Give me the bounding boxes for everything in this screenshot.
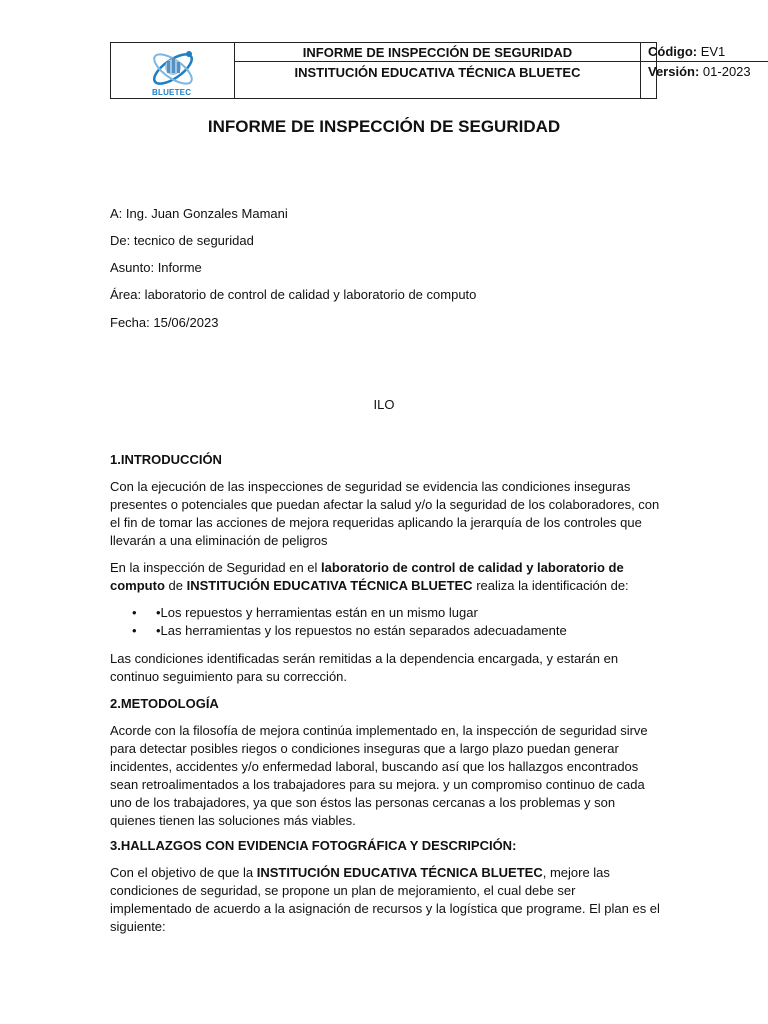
methodology-paragraph: Acorde con la filosofía de mejora continúa implementado en, la inspección de seguridad sirve para detectar posibles riegos o condiciones inseguras que a largo plazo puedan generar incidentes, accidentes y/o enfermedad laboral, buscando así que los hallazgos encontrados sean retroalimentados a los trabajadores para su mejora. y un compromiso continuo de cada uno de los trabajadores, ya que son éstos las personas cercanas a los problemas y son quienes tienen las soluciones más viables. xyxy=(110,723,648,828)
code-value: EV1 xyxy=(700,44,726,59)
findings-bullet-list xyxy=(110,604,660,640)
section-title-findings: 3.HALLAZGOS CON EVIDENCIA FOTOGRÁFICA Y DESCRIPCIÓN: xyxy=(110,838,517,853)
logo-cell xyxy=(111,43,235,98)
memo-to: A: Ing. Juan Gonzales Mamani xyxy=(110,206,288,221)
lab-name-bold: laboratorio de control de calidad y laboratorio de computo xyxy=(110,560,624,593)
institution-name-bold: INSTITUCIÓN EDUCATIVA TÉCNICA BLUETEC xyxy=(256,865,543,880)
bluetec-logo-icon xyxy=(145,45,201,89)
code-label: Código: xyxy=(648,44,698,59)
logo-text: BLUETEC xyxy=(152,88,192,97)
memo-date: Fecha: 15/06/2023 xyxy=(110,315,219,330)
section-title-methodology: 2.METODOLOGÍA xyxy=(110,696,219,711)
intro-paragraph-2: En la inspección de Seguridad en el laboratorio de control de calidad y laboratorio de computo de INSTITUCIÓN EDUCATIVA TÉCNICA BLUETEC realiza la identificación de: xyxy=(110,560,629,593)
document-header-table xyxy=(110,42,751,99)
section-title-introduction: 1.INTRODUCCIÓN xyxy=(110,452,222,467)
intro-paragraph-1: Con la ejecución de las inspecciones de seguridad se evidencia las condiciones inseguras presentes o potenciales que puedan afectar la salud y/o la seguridad de los colaboradores, con el fin de tomar las acciones de mejora requeridas aplicando la jerarquía de los controles que llevarán a una eliminación de peligros xyxy=(110,479,660,548)
bullet-icon: • xyxy=(132,623,137,638)
header-title: INFORME DE INSPECCIÓN DE SEGURIDAD xyxy=(235,43,640,62)
bullet-icon: • xyxy=(132,605,137,620)
memo-area: Área: laboratorio de control de calidad y laboratorio de computo xyxy=(110,287,477,302)
findings-paragraph: Con el objetivo de que la INSTITUCIÓN EDUCATIVA TÉCNICA BLUETEC, mejore las condiciones de seguridad, se propone un plan de mejoramiento, el cual debe ser implementado de acuerdo a la asignación de recursos y la logística que programe. El plan es el siguiente: xyxy=(110,865,660,934)
version-label: Versión: xyxy=(648,64,700,79)
list-item: • •Los repuestos y herramientas están en un mismo lugar xyxy=(132,605,478,620)
location-text: ILO xyxy=(373,397,395,412)
header-title-cell xyxy=(235,43,641,98)
version-value: 01-2023 xyxy=(702,64,751,79)
memo-from: De: tecnico de seguridad xyxy=(110,233,254,248)
memo-subject: Asunto: Informe xyxy=(110,260,202,275)
header-code-cell xyxy=(641,43,768,62)
document-title: INFORME DE INSPECCIÓN DE SEGURIDAD xyxy=(207,117,561,136)
intro-paragraph-3: Las condiciones identificadas serán remitidas a la dependencia encargada, y estarán en continuo seguimiento para su corrección. xyxy=(110,651,619,684)
header-institution: INSTITUCIÓN EDUCATIVA TÉCNICA BLUETEC xyxy=(294,65,581,80)
header-version-cell xyxy=(641,63,768,98)
institution-name-bold: INSTITUCIÓN EDUCATIVA TÉCNICA BLUETEC xyxy=(186,578,473,593)
list-item: • •Las herramientas y los repuestos no están separados adecuadamente xyxy=(132,623,567,638)
